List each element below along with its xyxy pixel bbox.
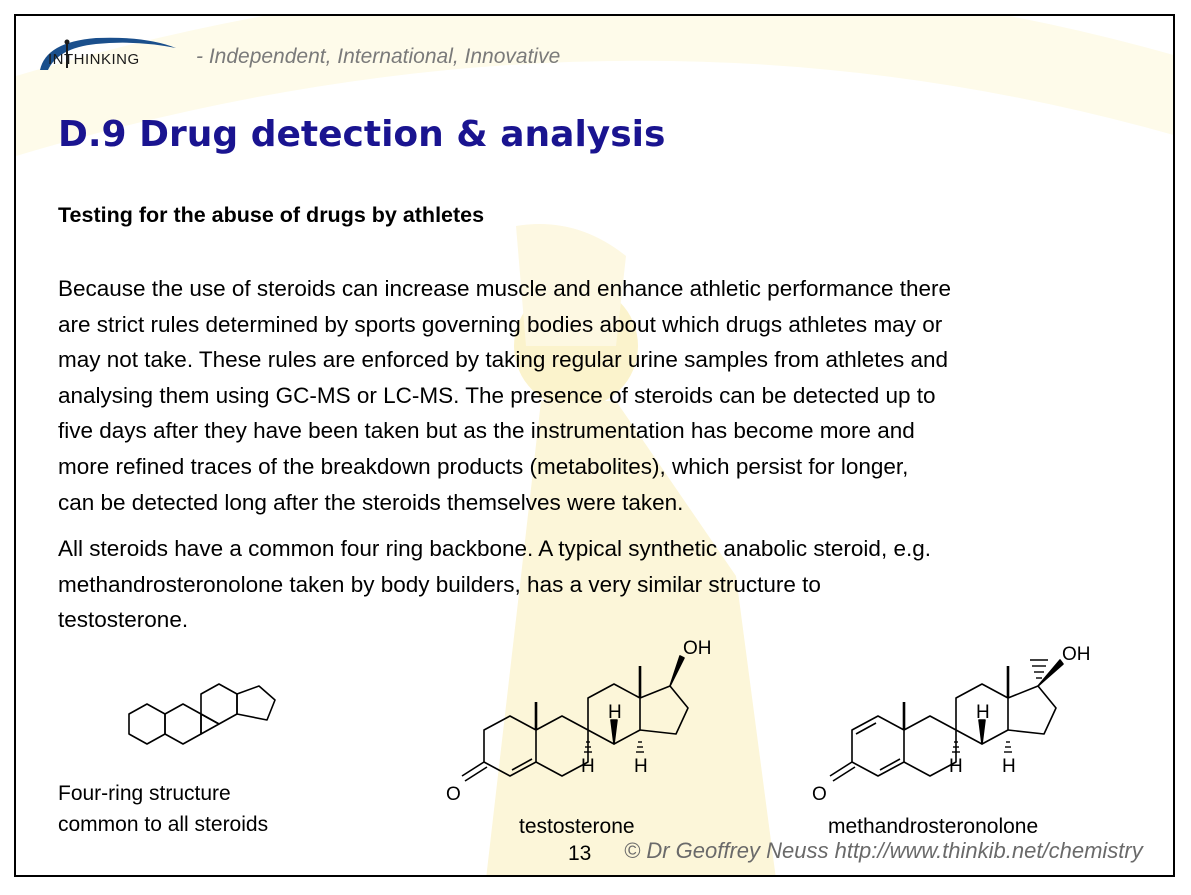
paragraph-line: more refined traces of the breakdown products (metabolites), which persist for longer, — [58, 453, 909, 479]
caption-line: common to all steroids — [58, 813, 269, 836]
tagline: - Independent, International, Innovative — [196, 45, 561, 68]
logo-text: INTHINKING — [48, 51, 140, 68]
inthinking-logo — [36, 34, 186, 74]
paragraph-line: testosterone. — [58, 607, 189, 633]
h-label: H — [608, 702, 622, 723]
page-title: D.9 Drug detection & analysis — [58, 114, 666, 155]
paragraph-line: methandrosteronolone taken by body builders, has a very similar structure to — [58, 571, 821, 597]
paragraph-1 — [58, 271, 1158, 520]
paragraph-line: may not take. These rules are enforced by taking regular urine samples from athletes and — [58, 347, 949, 373]
four-ring-structure-diagram — [101, 646, 301, 766]
methandrosteronolone-caption: methandrosteronolone — [828, 815, 1039, 838]
paragraph-line: can be detected long after the steroids themselves were taken. — [58, 489, 684, 515]
h-label: H — [1002, 756, 1016, 777]
section-subtitle: Testing for the abuse of drugs by athletes — [58, 203, 485, 227]
oh-label: OH — [1062, 644, 1091, 665]
testosterone-caption: testosterone — [519, 815, 635, 838]
o-label: O — [812, 784, 827, 805]
copyright-footer: © Dr Geoffrey Neuss http://www.thinkib.net/chemistry — [624, 838, 1143, 863]
paragraph-line: analysing them using GC-MS or LC-MS. The presence of steroids can be detected up to — [58, 382, 936, 408]
methandrosteronolone-structure-diagram — [786, 620, 1116, 810]
o-label: O — [446, 784, 461, 805]
page-number: 13 — [568, 842, 592, 865]
testosterone-structure-diagram — [426, 620, 726, 810]
h-label: H — [976, 702, 990, 723]
h-label: H — [581, 756, 595, 777]
paragraph-line: five days after they have been taken but as the instrumentation has become more and — [58, 418, 915, 444]
caption-line: Four-ring structure — [58, 782, 231, 805]
h-label: H — [949, 756, 963, 777]
paragraph-line: All steroids have a common four ring backbone. A typical synthetic anabolic steroid, e.g. — [58, 536, 931, 561]
h-label: H — [634, 756, 648, 777]
four-ring-caption — [58, 778, 268, 840]
header — [36, 34, 560, 74]
paragraph-line: Because the use of steroids can increase muscle and enhance athletic performance there — [58, 276, 952, 301]
oh-label: OH — [683, 638, 712, 659]
paragraph-line: are strict rules determined by sports governing bodies about which drugs athletes may or — [58, 311, 943, 337]
slide — [14, 14, 1175, 877]
